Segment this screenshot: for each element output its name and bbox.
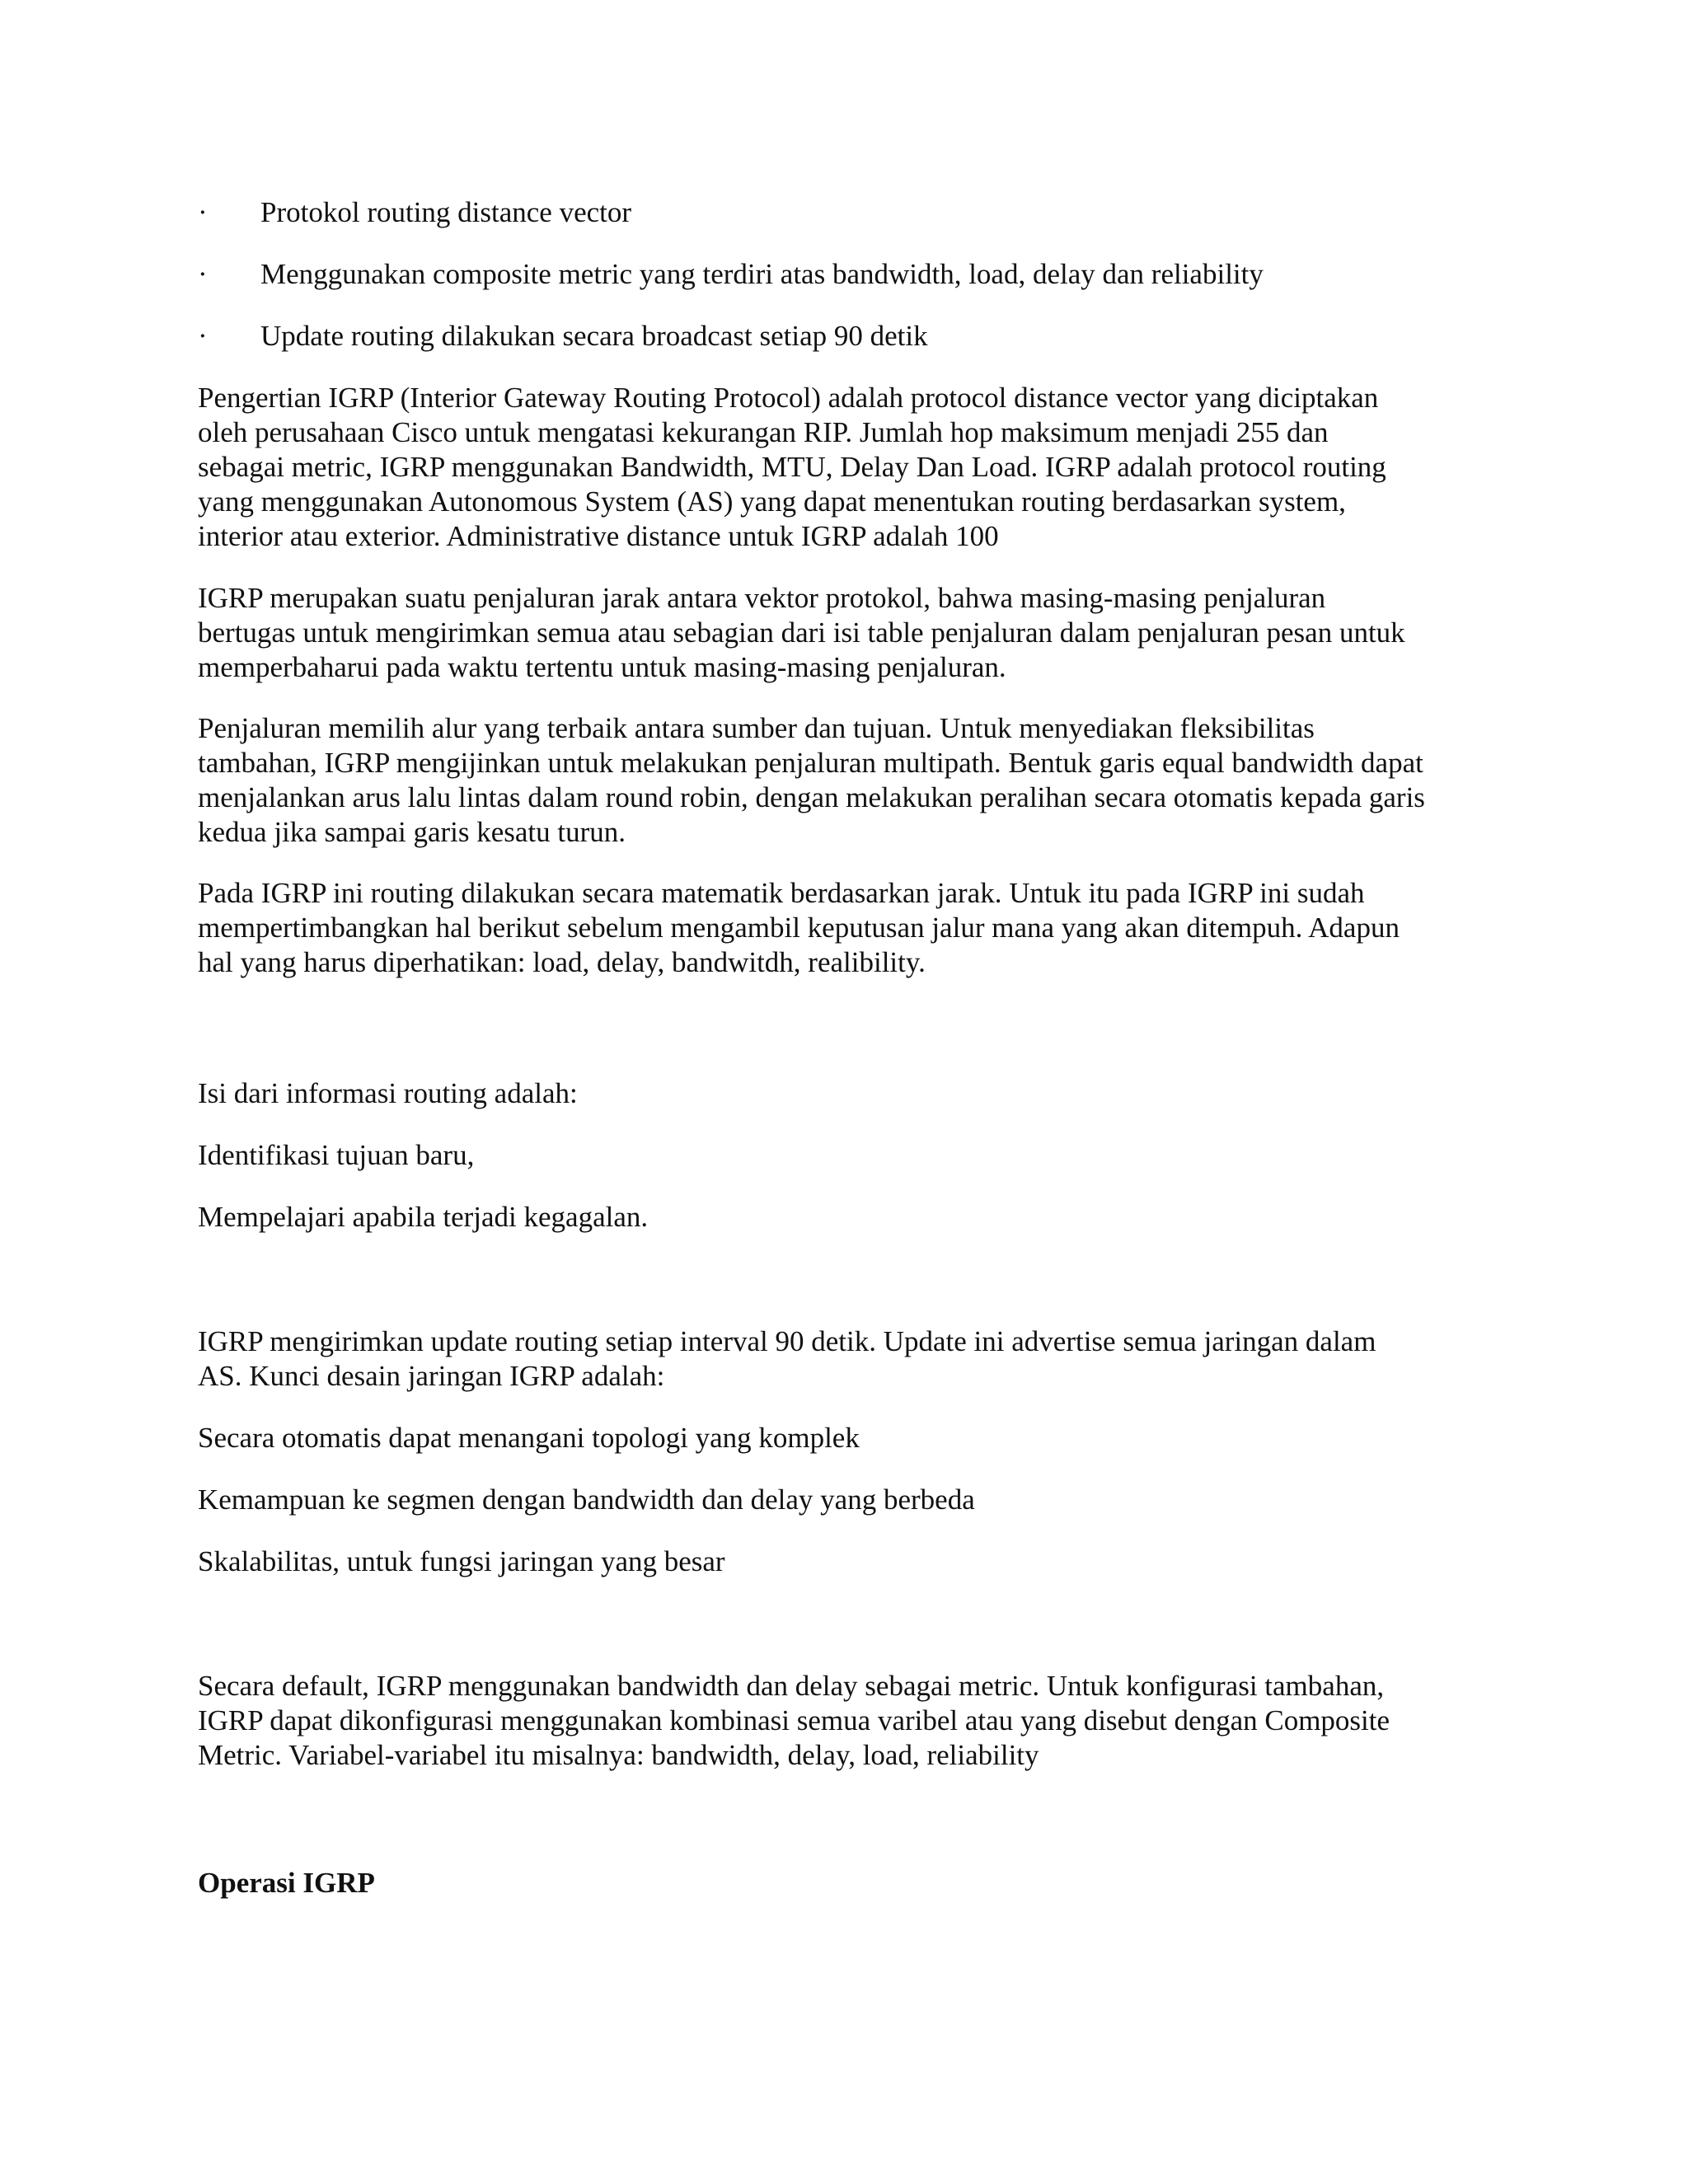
paragraph-line: bertugas untuk mengirimkan semua atau sebagian dari isi table penjaluran dalam penjaluran pesan untuk bbox=[198, 616, 1405, 649]
paragraph-design-item: Secara otomatis dapat menangani topologi yang komplek bbox=[198, 1422, 860, 1454]
section-heading: Operasi IGRP bbox=[198, 1867, 375, 1899]
bullet-text: Update routing dilakukan secara broadcast setiap 90 detik bbox=[260, 320, 928, 352]
bullet-text: Protokol routing distance vector bbox=[260, 196, 632, 228]
paragraph-line: interior atau exterior. Administrative distance untuk IGRP adalah 100 bbox=[198, 520, 999, 552]
paragraph-line: hal yang harus diperhatikan: load, delay, bandwitdh, realibility. bbox=[198, 946, 926, 978]
paragraph-line: IGRP merupakan suatu penjaluran jarak antara vektor protokol, bahwa masing-masing penjaluran bbox=[198, 582, 1326, 614]
bullet-mark: · bbox=[198, 196, 208, 228]
paragraph-info-item: Identifikasi tujuan baru, bbox=[198, 1139, 475, 1171]
paragraph-default-metric bbox=[198, 1669, 1500, 1773]
paragraph-line: Pengertian IGRP (Interior Gateway Routing Protocol) adalah protocol distance vector yang diciptakan bbox=[198, 382, 1379, 414]
paragraph-line: Secara default, IGRP menggunakan bandwidth dan delay sebagai metric. Untuk konfigurasi tambahan, bbox=[198, 1670, 1385, 1702]
paragraph-line: Pada IGRP ini routing dilakukan secara matematik berdasarkan jarak. Untuk itu pada IGRP ini sudah bbox=[198, 877, 1365, 909]
paragraph-line: Penjaluran memilih alur yang terbaik antara sumber dan tujuan. Untuk menyediakan fleksibilitas bbox=[198, 712, 1315, 744]
paragraph-multipath bbox=[198, 711, 1500, 850]
paragraph-line: yang menggunakan Autonomous System (AS) yang dapat menentukan routing berdasarkan system, bbox=[198, 485, 1346, 518]
paragraph-design-item: Skalabilitas, untuk fungsi jaringan yang besar bbox=[198, 1545, 725, 1577]
paragraph-igrp-vector bbox=[198, 581, 1500, 685]
paragraph-line: menjalankan arus lalu lintas dalam round robin, dengan melakukan peralihan secara otomatis kepada garis bbox=[198, 781, 1425, 813]
bullet-mark: · bbox=[198, 320, 208, 352]
bullet-text: Menggunakan composite metric yang terdiri atas bandwidth, load, delay dan reliability bbox=[260, 258, 1264, 290]
paragraph-line: IGRP dapat dikonfigurasi menggunakan kombinasi semua varibel atau yang disebut dengan Composite bbox=[198, 1704, 1390, 1736]
paragraph-update-interval bbox=[198, 1324, 1500, 1394]
paragraph-mathematic bbox=[198, 876, 1500, 980]
paragraph-line: oleh perusahaan Cisco untuk mengatasi kekurangan RIP. Jumlah hop maksimum menjadi 255 dan bbox=[198, 416, 1329, 448]
paragraph-line: IGRP mengirimkan update routing setiap interval 90 detik. Update ini advertise semua jaringan dalam bbox=[198, 1325, 1376, 1357]
bullet-mark: · bbox=[198, 258, 208, 290]
paragraph-line: AS. Kunci desain jaringan IGRP adalah: bbox=[198, 1360, 665, 1392]
paragraph-info-intro: Isi dari informasi routing adalah: bbox=[198, 1077, 578, 1109]
paragraph-line: Metric. Variabel-variabel itu misalnya: bandwidth, delay, load, reliability bbox=[198, 1739, 1039, 1771]
paragraph-info-item: Mempelajari apabila terjadi kegagalan. bbox=[198, 1201, 649, 1233]
paragraph-igrp-definition bbox=[198, 381, 1500, 554]
paragraph-line: tambahan, IGRP mengijinkan untuk melakukan penjaluran multipath. Bentuk garis equal bandwidth dapat bbox=[198, 747, 1423, 779]
paragraph-line: kedua jika sampai garis kesatu turun. bbox=[198, 816, 626, 848]
paragraph-design-item: Kemampuan ke segmen dengan bandwidth dan delay yang berbeda bbox=[198, 1483, 975, 1516]
paragraph-line: sebagai metric, IGRP menggunakan Bandwidth, MTU, Delay Dan Load. IGRP adalah protocol routing bbox=[198, 451, 1386, 483]
paragraph-line: memperbaharui pada waktu tertentu untuk masing-masing penjaluran. bbox=[198, 651, 1006, 683]
paragraph-line: mempertimbangkan hal berikut sebelum mengambil keputusan jalur mana yang akan ditempuh. Adapun bbox=[198, 912, 1400, 944]
